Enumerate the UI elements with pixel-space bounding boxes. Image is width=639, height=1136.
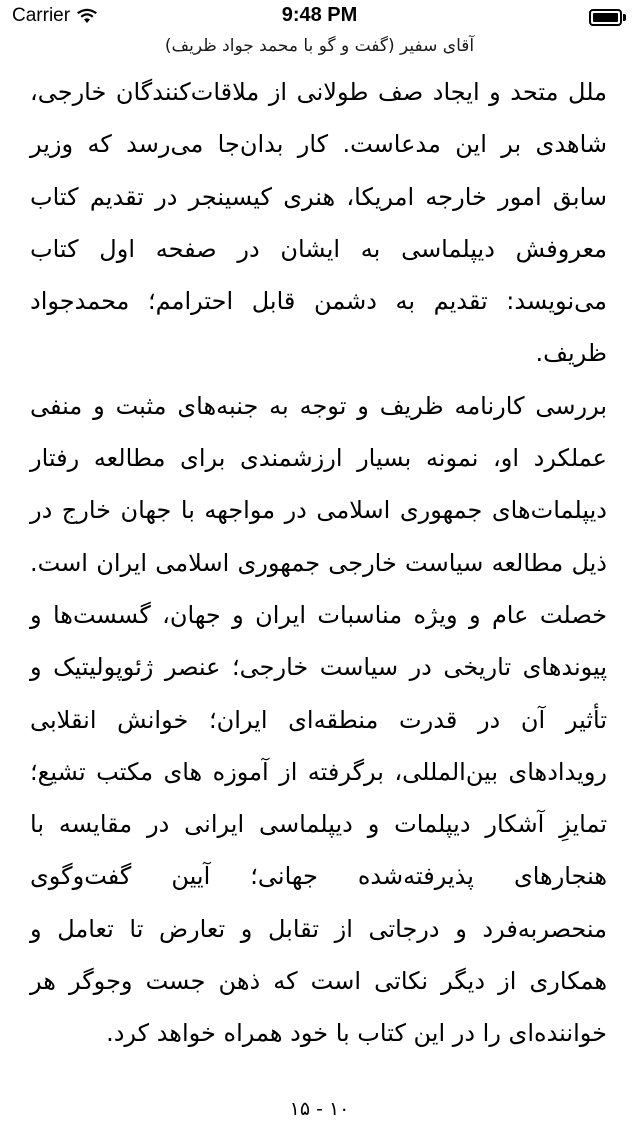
paragraph: ملل متحد و ایجاد صف طولانی از ملاقات‌کنندگان خارجی، شاهدی بر این مدعاست. کار بدان‌جا می‌رسد که وزیر سابق امور خارجه امریکا، هنری کیسینجر در تقدیم کتاب معروفش دیپلماسی به ایشان در صفحه اول کتاب می‌نویسد: تقدیم به دشمن قابل احترامم؛ محمدجواد ظریف. — [30, 78, 607, 368]
page-indicator: ۱۰ - ۱۵ — [289, 1098, 350, 1120]
battery-fill — [593, 13, 618, 22]
battery-icon — [589, 7, 629, 27]
reading-content[interactable] — [30, 66, 607, 1060]
book-title: آقای سفیر (گفت و گو با محمد جواد ظریف) — [164, 36, 475, 56]
status-bar — [0, 0, 639, 34]
status-time: 9:48 PM — [281, 4, 358, 26]
carrier-label: Carrier — [12, 5, 71, 26]
paragraph: بررسی کارنامه ظریف و توجه به جنبه‌های مثبت و منفی عملکرد او، نمونه بسیار ارزشمندی برای مطالعه رفتار دیپلمات‌های جمهوری اسلامی در مواجهه با جهان خارج در ذیل مطالعه سیاست خارجی جمهوری اسلامی ایران است. خصلت عام و ویژه مناسبات ایران و جهان، گسست‌ها و پیوندهای تاریخی در سیاست خارجی؛ عنصر ژئوپولیتیک و تأثیر آن در قدرت منطقه‌ای ایران؛ خوانش انقلابی رویدادهای بین‌المللی، برگرفته از آموزه های مکتب تشیع؛ تمایزِ آشکار دیپلمات و دیپلماسی ایرانی در مقایسه با هنجارهای پذیرفته‌شده جهانی؛ آیین گفت‌وگوی منحصربه‌فرد و درجاتی از تقابل و تعارض تا تعامل و همکاری از دیگر نکاتی است که ذهن جست وجوگر هر خواننده‌ای را در این کتاب با خود همراه خواهد کرد. — [30, 391, 607, 1048]
